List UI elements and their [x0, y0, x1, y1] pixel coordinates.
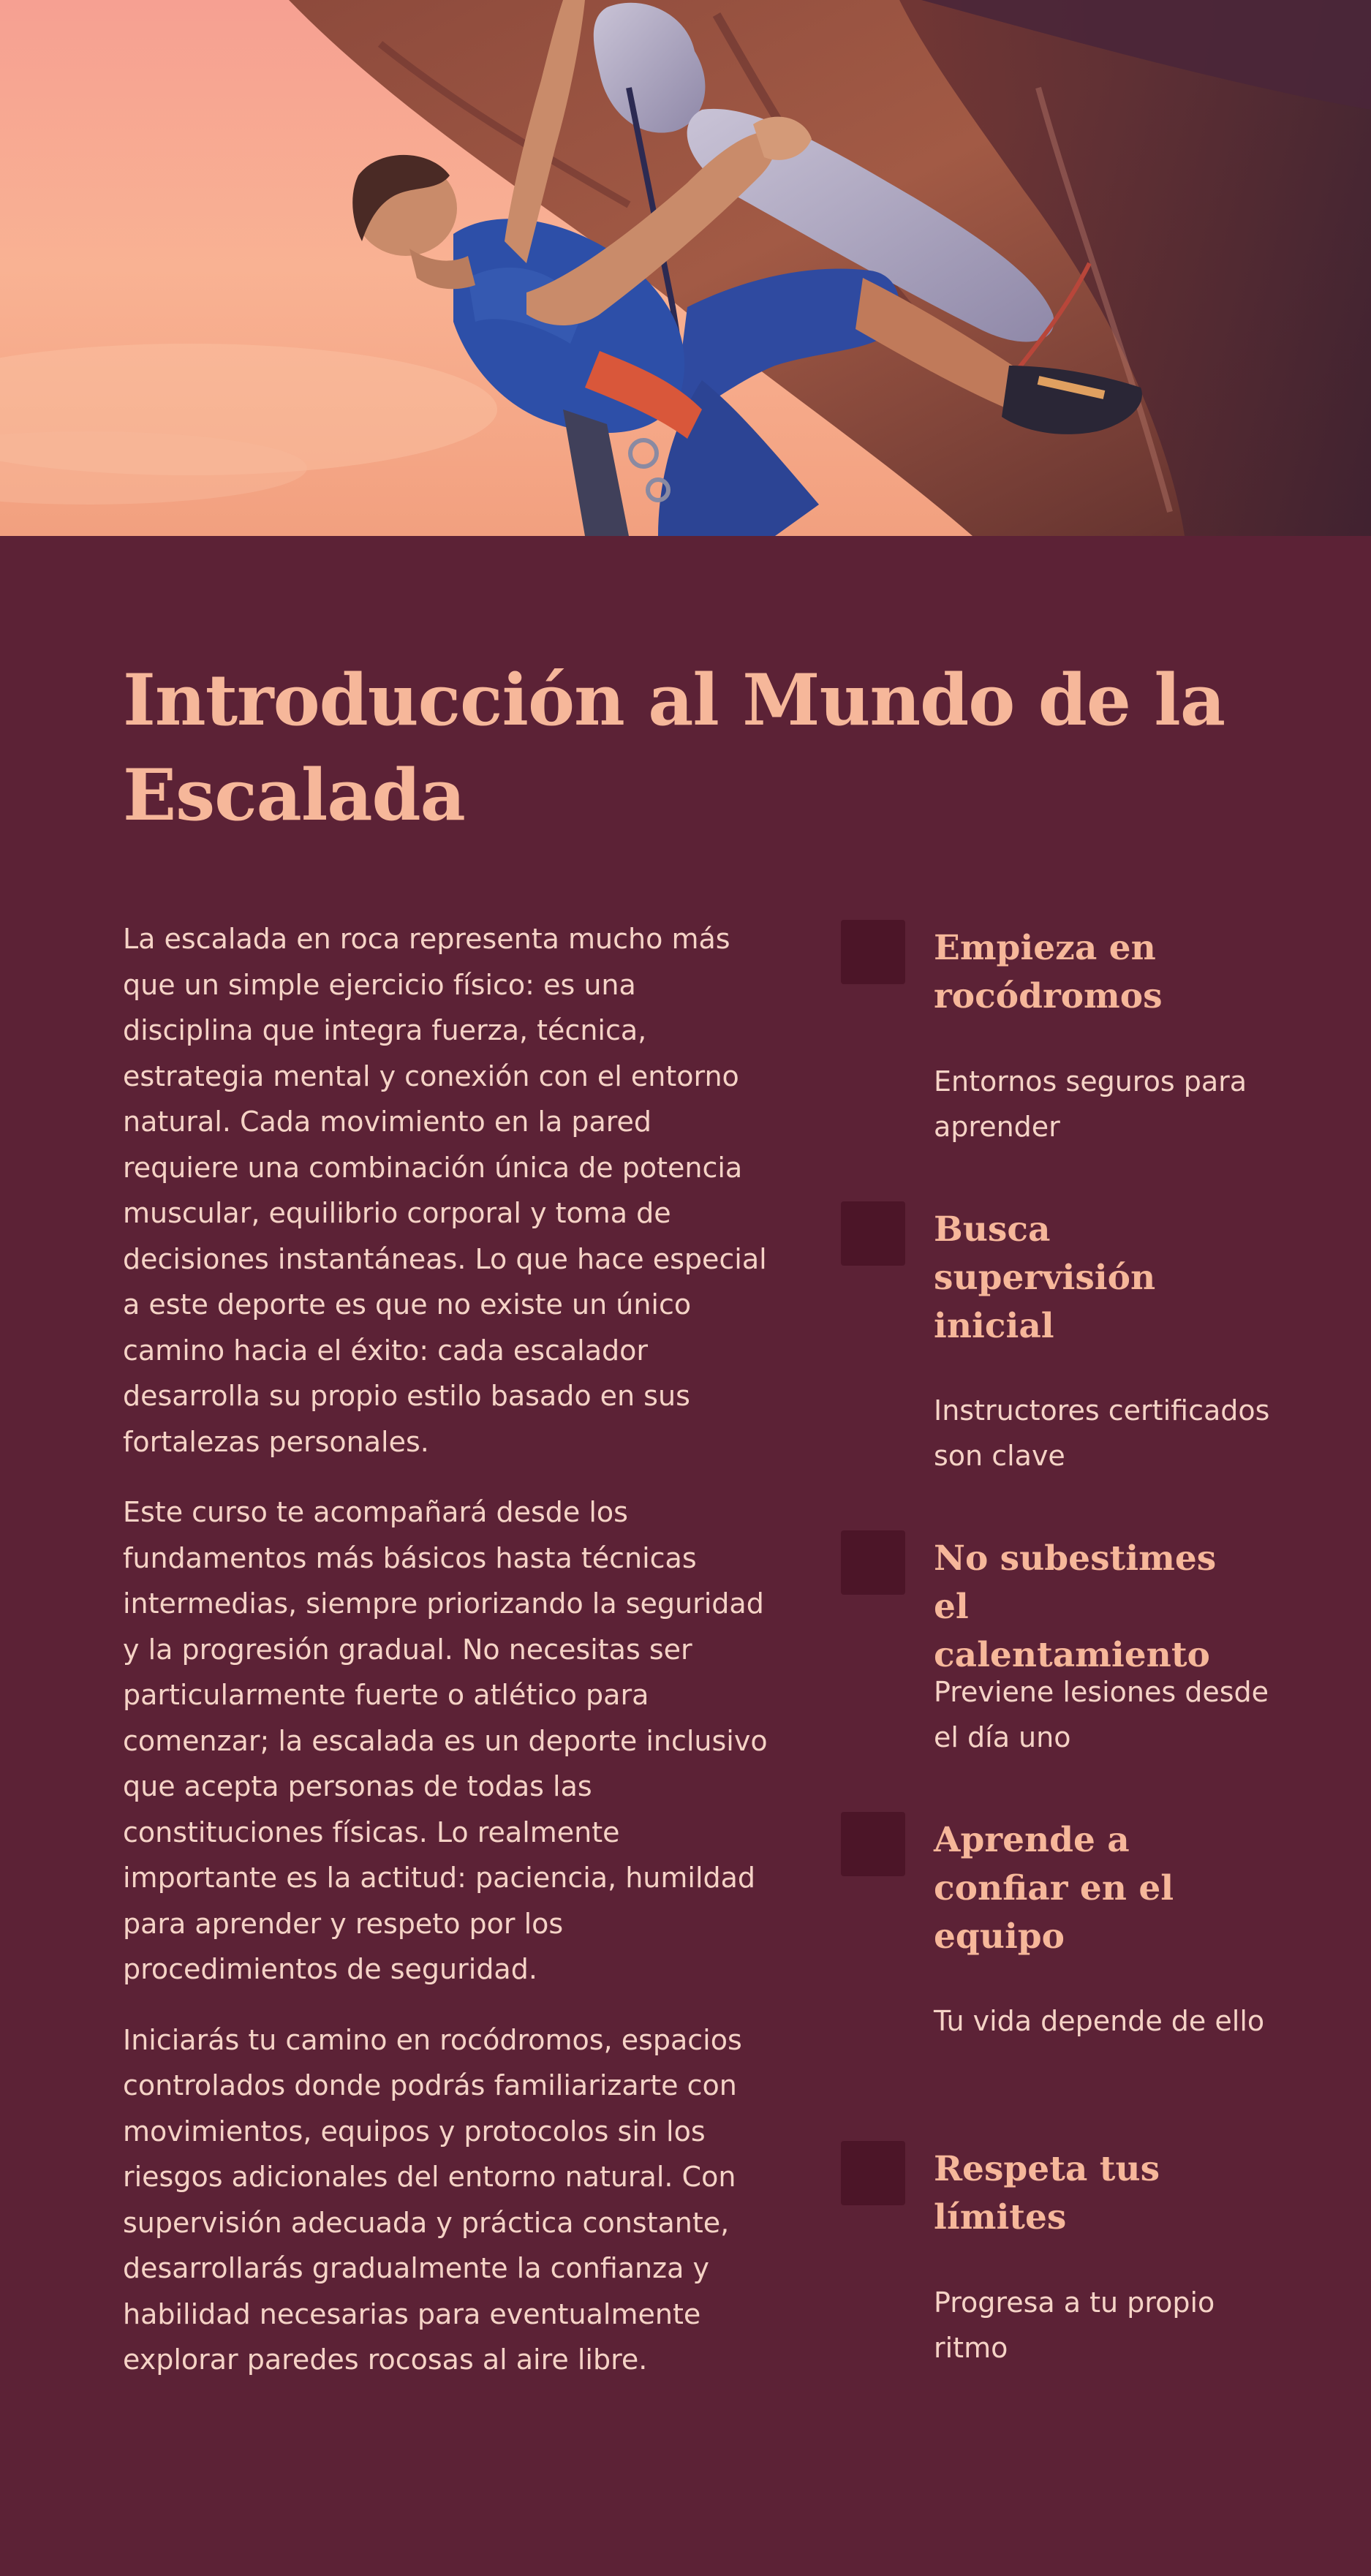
- hero-image: [0, 0, 1371, 536]
- tip-title: Busca supervisión inicial: [934, 1209, 1156, 1346]
- tip-title: Aprende a confiar en el equipo: [934, 1820, 1174, 1957]
- tip-description: Entornos seguros para aprender: [934, 1065, 1247, 1143]
- tip-marker-square: [841, 1812, 905, 1876]
- paragraph-1: La escalada en roca representa mucho más que un simple ejercicio físico: es una disciplina que integra fuerza, técnica, estrategia mental y conexión con el entorno natural. Cada movimiento en la pared requiere una combinación única de potencia muscular, equilibrio corporal y toma de decisiones instantáneas. Lo que hace especial a este deporte es que no existe un único camino hacia el éxito: cada escalador desarrolla su propio estilo basado en sus fortalezas personales.: [123, 923, 767, 1458]
- rock-climber-illustration: [0, 0, 1371, 536]
- tip-marker-square: [841, 2141, 905, 2205]
- tip-marker-square: [841, 920, 905, 984]
- page-title: Introducción al Mundo de la Escalada: [123, 659, 1225, 836]
- paragraph-2: Este curso te acompañará desde los fundamentos más básicos hasta técnicas intermedias, siempre priorizando la seguridad y la progresión gradual. No necesitas ser particularmente fuerte o atlético para comenzar; la escalada es un deporte inclusivo que acepta personas de todas las constituciones físicas. Lo realmente importante es la actitud: paciencia, humildad para aprender y respeto por los procedimientos de seguridad.: [123, 1496, 768, 1985]
- article-body: [123, 916, 774, 2408]
- tip-title: No subestimes el calentamiento: [934, 1538, 1217, 1675]
- content-section: [0, 536, 1371, 2576]
- tip-description: Progresa a tu propio ritmo: [934, 2286, 1215, 2364]
- tip-description: Tu vida depende de ello: [934, 2005, 1265, 2037]
- tip-title: Respeta tus límites: [934, 2149, 1160, 2237]
- tip-marker-square: [841, 1530, 905, 1595]
- tip-description: Instructores certificados son clave: [934, 1394, 1270, 1472]
- paragraph-3: Iniciarás tu camino en rocódromos, espacios controlados donde podrás familiarizarte con movimientos, equipos y protocolos sin los riesgos adicionales del entorno natural. Con supervisión adecuada y práctica constante, desarrollarás gradualmente la confianza y habilidad necesarias para eventualmente explorar paredes rocosas al aire libre.: [123, 2023, 742, 2376]
- tip-title: Empieza en rocódromos: [934, 928, 1163, 1016]
- tip-marker-square: [841, 1201, 905, 1266]
- tip-description: Previene lesiones desde el día uno: [934, 1676, 1269, 1753]
